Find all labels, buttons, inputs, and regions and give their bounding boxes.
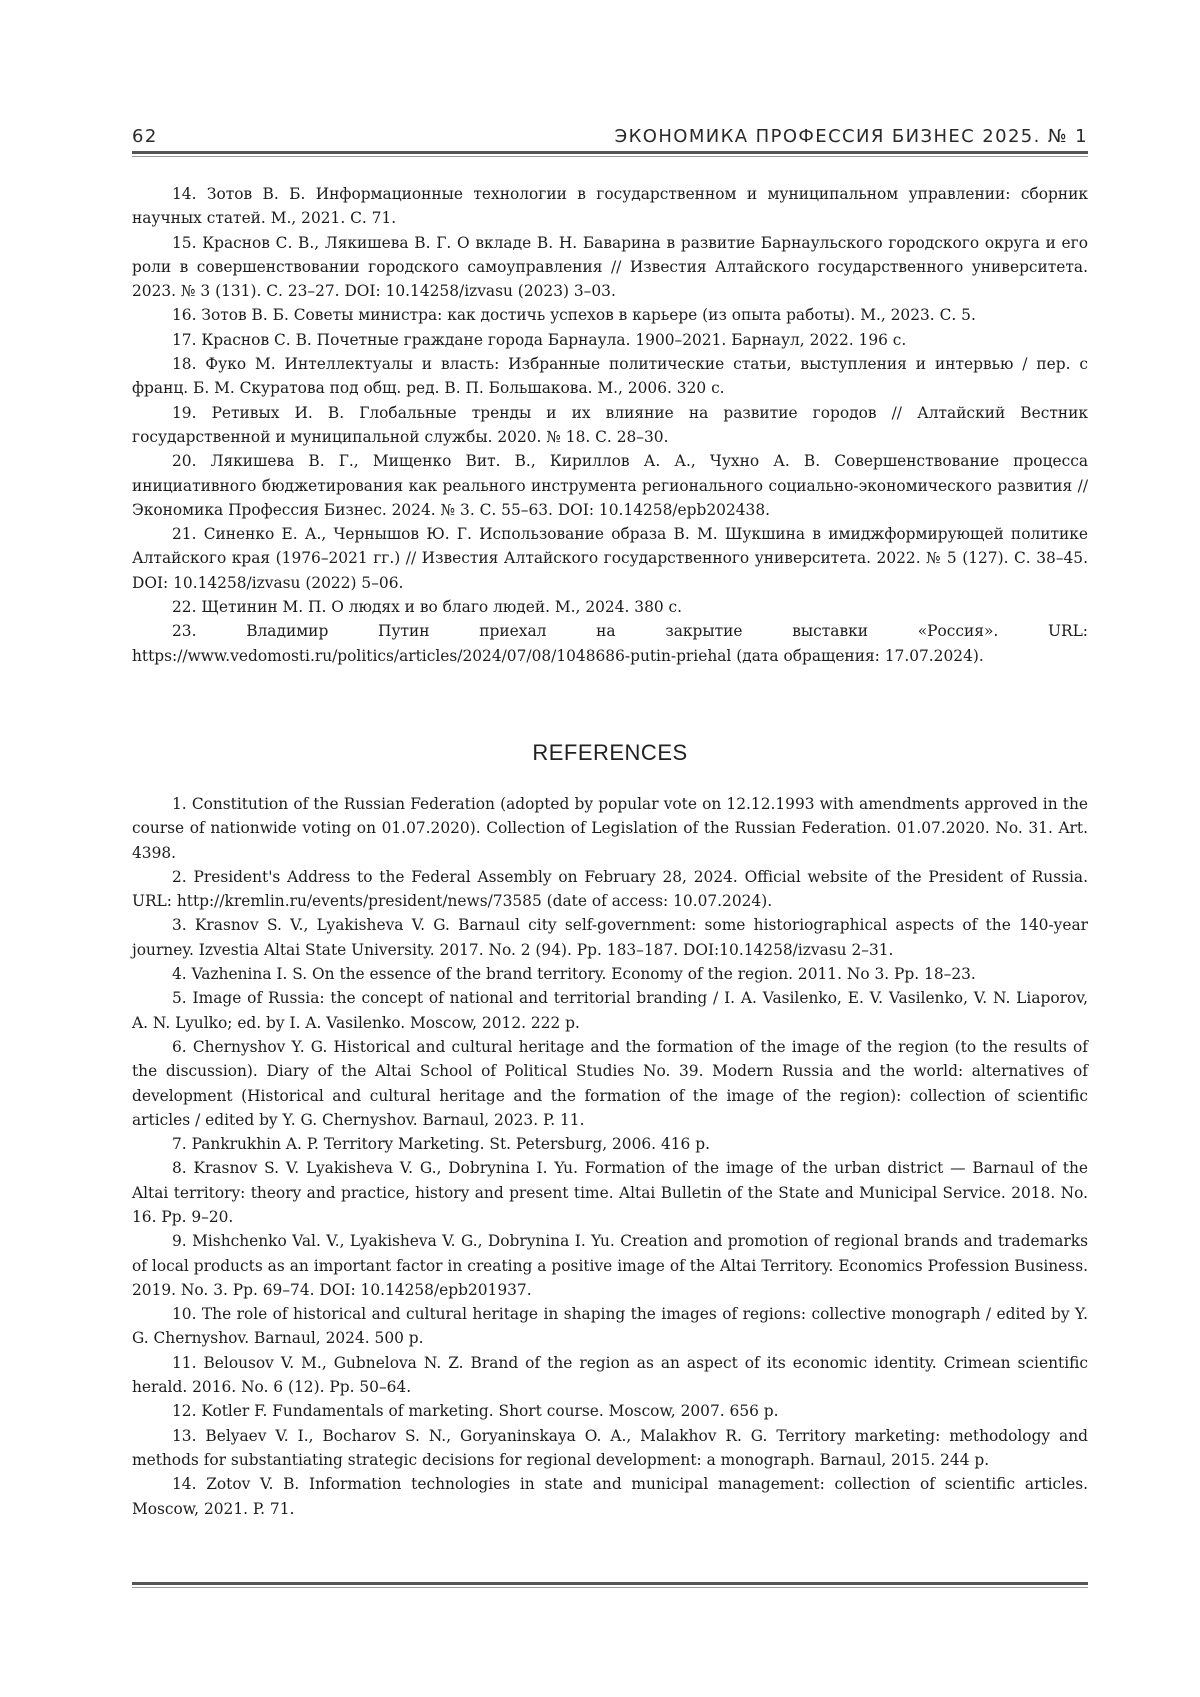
- journal-title: ЭКОНОМИКА ПРОФЕССИЯ БИЗНЕС 2025. № 1: [615, 126, 1088, 147]
- reference-item: 12. Kotler F. Fundamentals of marketing. Short course. Moscow, 2007. 656 p.: [132, 1399, 1088, 1423]
- reference-item: 10. The role of historical and cultural heritage in shaping the images of regions: collective monograph / edited by Y. G. Chernyshov. Barnaul, 2024. 500 p.: [132, 1302, 1088, 1351]
- reference-item: 18. Фуко М. Интеллектуалы и власть: Избранные политические статьи, выступления и интервью / пер. с франц. Б. М. Скуратова под общ. ред. В. П. Большакова. М., 2006. 320 с.: [132, 352, 1088, 401]
- reference-item: 21. Синенко Е. А., Чернышов Ю. Г. Использование образа В. М. Шукшина в имиджформирующей политике Алтайского края (1976–2021 гг.) // Известия Алтайского государственного университета. 2022. № 5 (127). С. 38–45. DOI: 10.14258/izvasu (2022) 5–06.: [132, 522, 1088, 595]
- reference-item: 6. Chernyshov Y. G. Historical and cultural heritage and the formation of the image of the region (to the results of the discussion). Diary of the Altai School of Political Studies No. 39. Modern Russia and the world: alternatives of development (Historical and cultural heritage and the formation of the image of the region): collection of scientific articles / edited by Y. G. Chernyshov. Barnaul, 2023. P. 11.: [132, 1035, 1088, 1132]
- document-page: [132, 0, 1088, 1697]
- reference-item: 20. Лякишева В. Г., Мищенко Вит. В., Кириллов А. А., Чухно А. В. Совершенствование процесса инициативного бюджетирования как реального инструмента регионального социально-экономического развития // Экономика Профессия Бизнес. 2024. № 3. С. 55–63. DOI: 10.14258/epb202438.: [132, 449, 1088, 522]
- reference-item: 23. Владимир Путин приехал на закрытие выставки «Россия». URL: https://www.vedomosti.ru/politics/articles/2024/07/08/1048686-putin-priehal (дата обращения: 17.07.2024).: [132, 619, 1088, 668]
- english-reference-list: [132, 792, 1088, 1521]
- reference-item: 3. Krasnov S. V., Lyakisheva V. G. Barnaul city self-government: some historiographical aspects of the 140-year journey. Izvestia Altai State University. 2017. No. 2 (94). Pp. 183–187. DOI:10.14258/izvasu 2–31.: [132, 913, 1088, 962]
- reference-item: 11. Belousov V. M., Gubnelova N. Z. Brand of the region as an aspect of its economic identity. Crimean scientific herald. 2016. No. 6 (12). Pp. 50–64.: [132, 1351, 1088, 1400]
- page-header: [132, 122, 1088, 152]
- references-heading: REFERENCES: [132, 740, 1088, 766]
- page-content: [132, 182, 1088, 1521]
- footer-divider: [132, 1582, 1088, 1585]
- reference-item: 7. Pankrukhin A. P. Territory Marketing. St. Petersburg, 2006. 416 p.: [132, 1132, 1088, 1156]
- reference-item: 4. Vazhenina I. S. On the essence of the brand territory. Economy of the region. 2011. No 3. Pp. 18–23.: [132, 962, 1088, 986]
- reference-item: 2. President's Address to the Federal Assembly on February 28, 2024. Official website of the President of Russia. URL: http://kremlin.ru/events/president/news/73585 (date of access: 10.07.2024).: [132, 865, 1088, 914]
- header-divider: [132, 151, 1088, 154]
- reference-item: 9. Mishchenko Val. V., Lyakisheva V. G., Dobrynina I. Yu. Creation and promotion of regional brands and trademarks of local products as an important factor in creating a positive image of the Altai Territory. Economics Profession Business. 2019. No. 3. Pp. 69–74. DOI: 10.14258/epb201937.: [132, 1229, 1088, 1302]
- reference-item: 19. Ретивых И. В. Глобальные тренды и их влияние на развитие городов // Алтайский Вестник государственной и муниципальной службы. 2020. № 18. С. 28–30.: [132, 401, 1088, 450]
- reference-item: 16. Зотов В. Б. Советы министра: как достичь успехов в карьере (из опыта работы). М., 2023. С. 5.: [132, 303, 1088, 327]
- page-number: 62: [132, 126, 158, 147]
- reference-item: 1. Constitution of the Russian Federation (adopted by popular vote on 12.12.1993 with amendments approved in the course of nationwide voting on 01.07.2020). Collection of Legislation of the Russian Federation. 01.07.2020. No. 31. Art. 4398.: [132, 792, 1088, 865]
- reference-item: 8. Krasnov S. V. Lyakisheva V. G., Dobrynina I. Yu. Formation of the image of the urban district — Barnaul of the Altai territory: theory and practice, history and present time. Altai Bulletin of the State and Municipal Service. 2018. No. 16. Pp. 9–20.: [132, 1156, 1088, 1229]
- reference-item: 5. Image of Russia: the concept of national and territorial branding / I. A. Vasilenko, E. V. Vasilenko, V. N. Liaporov, A. N. Lyulko; ed. by I. A. Vasilenko. Moscow, 2012. 222 p.: [132, 986, 1088, 1035]
- reference-item: 13. Belyaev V. I., Bocharov S. N., Goryaninskaya O. A., Malakhov R. G. Territory marketing: methodology and methods for substantiating strategic decisions for regional development: a monograph. Barnaul, 2015. 244 p.: [132, 1424, 1088, 1473]
- reference-item: 15. Краснов С. В., Лякишева В. Г. О вкладе В. Н. Баварина в развитие Барнаульского городского округа и его роли в совершенствовании городского самоуправления // Известия Алтайского государственного университета. 2023. № 3 (131). С. 23–27. DOI: 10.14258/izvasu (2023) 3–03.: [132, 231, 1088, 304]
- reference-item: 14. Zotov V. B. Information technologies in state and municipal management: collection of scientific articles. Moscow, 2021. P. 71.: [132, 1472, 1088, 1521]
- reference-item: 14. Зотов В. Б. Информационные технологии в государственном и муниципальном управлении: сборник научных статей. М., 2021. С. 71.: [132, 182, 1088, 231]
- reference-item: 17. Краснов С. В. Почетные граждане города Барнаула. 1900–2021. Барнаул, 2022. 196 с.: [132, 328, 1088, 352]
- reference-item: 22. Щетинин М. П. О людях и во благо людей. М., 2024. 380 с.: [132, 595, 1088, 619]
- russian-reference-list: [132, 182, 1088, 668]
